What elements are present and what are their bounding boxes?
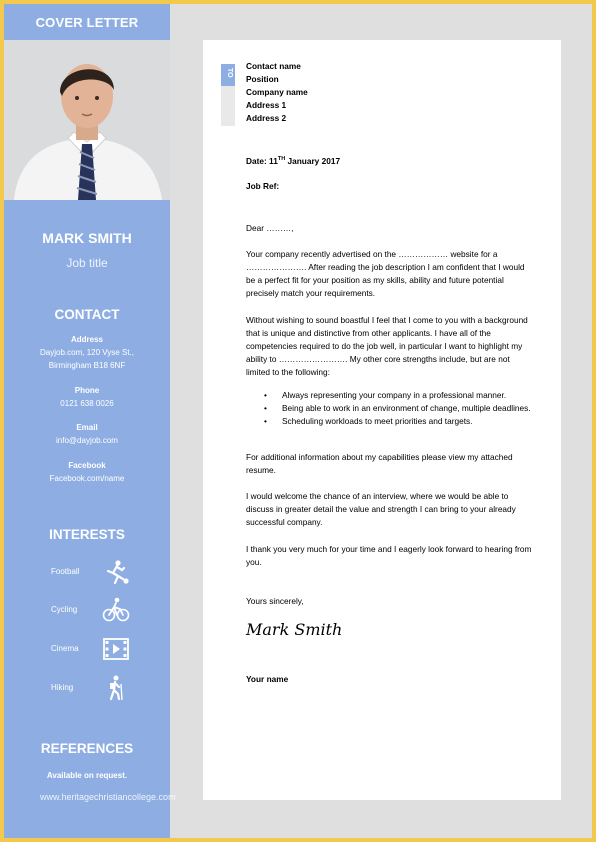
para-text: I thank you very much for your time and I eagerly look forward to hearing from you. <box>246 544 532 567</box>
email-label: Email <box>76 423 98 432</box>
date-prefix: Date: 11 <box>246 155 278 166</box>
salutation: Dear ………, <box>246 223 294 233</box>
para-text: For additional information about my capabilities please view my attached resume. <box>246 452 513 475</box>
football-icon <box>102 558 130 586</box>
interest-label: Cycling <box>51 605 78 614</box>
sidebar <box>4 4 176 838</box>
profile-photo <box>4 40 170 200</box>
date-suffix: January 2017 <box>285 155 341 166</box>
email-value[interactable]: info@dayjob.com <box>56 436 118 445</box>
facebook-label: Facebook <box>68 461 106 470</box>
job-ref: Job Ref: <box>246 181 280 191</box>
contact-section-title: CONTACT <box>54 307 120 322</box>
letter-para-3 <box>246 451 536 477</box>
interest-item <box>4 596 170 626</box>
letter-date <box>246 153 536 168</box>
contact-email <box>4 421 170 447</box>
list-item: • Always representing your company in a professional manner. <box>246 389 536 402</box>
job-title: Job title <box>66 256 108 270</box>
recipient-line: Address 1 <box>246 100 287 110</box>
phone-label: Phone <box>74 386 100 395</box>
interest-item <box>4 674 170 704</box>
address-line1: Dayjob.com, 120 Vyse St., <box>40 348 134 357</box>
address-label: Address <box>70 335 103 344</box>
interest-label: Hiking <box>51 683 74 692</box>
list-item: • Being able to work in an environment of change, multiple deadlines. <box>246 402 536 415</box>
interests-section-title: INTERESTS <box>49 527 125 542</box>
references-text: Available on request. <box>46 771 128 780</box>
interest-label: Cinema <box>51 644 79 653</box>
closing: Yours sincerely, <box>246 596 304 606</box>
strengths-list <box>246 389 536 428</box>
phone-value: 0121 638 0026 <box>60 399 114 408</box>
letter-para-5 <box>246 543 536 569</box>
recipient-line: Address 2 <box>246 113 287 123</box>
profile-photo-graphic <box>4 40 170 200</box>
letter-para-4 <box>246 490 536 529</box>
para-text: I would welcome the chance of an interview, where we would be able to discuss in greater detail the value and strength I can bring to your already successful company. <box>246 491 516 527</box>
letter-para-2 <box>246 314 536 379</box>
interest-label: Football <box>51 567 80 576</box>
your-name: Your name <box>246 674 289 684</box>
to-marker <box>221 64 235 126</box>
list-item: • Scheduling workloads to meet priorities and targets. <box>246 415 536 428</box>
para-text: Without wishing to sound boastful I feel that I come to you with a background that is unique and distinctive from other applicants. I have all of the competencies required to do the job well, in particular I want to highlight my ability to ……………………. My other core strengths include, but are not limited to the following: <box>246 315 528 377</box>
interest-item <box>4 558 170 588</box>
cover-letter-header: COVER LETTER <box>4 4 170 40</box>
watermark-text: www.heritagechristiancollege.com <box>40 792 176 802</box>
date-sup: TH <box>277 156 286 162</box>
interest-item <box>4 635 170 665</box>
page-frame <box>4 4 592 838</box>
to-label: TO <box>226 68 233 78</box>
letter-para-1 <box>246 248 536 300</box>
address-line2: Birmingham B18 6NF <box>48 361 126 370</box>
para-text: Your company recently advertised on the ……………… website for a …………………. After reading the job description I am confident that I would be a perfect fit for your position as my skills, ability and future potential precisely match your requirements. <box>246 249 525 298</box>
contact-address <box>4 333 170 372</box>
contact-phone <box>4 384 170 410</box>
references-section-title: REFERENCES <box>40 741 134 756</box>
recipient-line: Position <box>246 74 279 84</box>
recipient-line: Contact name <box>246 61 301 71</box>
signature: Mark Smith <box>246 620 343 639</box>
cinema-icon <box>102 635 130 663</box>
facebook-value[interactable]: Facebook.com/name <box>49 474 125 483</box>
person-name: MARK SMITH <box>42 230 132 246</box>
contact-facebook <box>4 459 170 485</box>
hiking-icon <box>102 674 130 702</box>
cycling-icon <box>102 596 130 624</box>
to-tab <box>221 64 235 86</box>
recipient-line: Company name <box>246 87 308 97</box>
recipient-block <box>246 60 536 125</box>
